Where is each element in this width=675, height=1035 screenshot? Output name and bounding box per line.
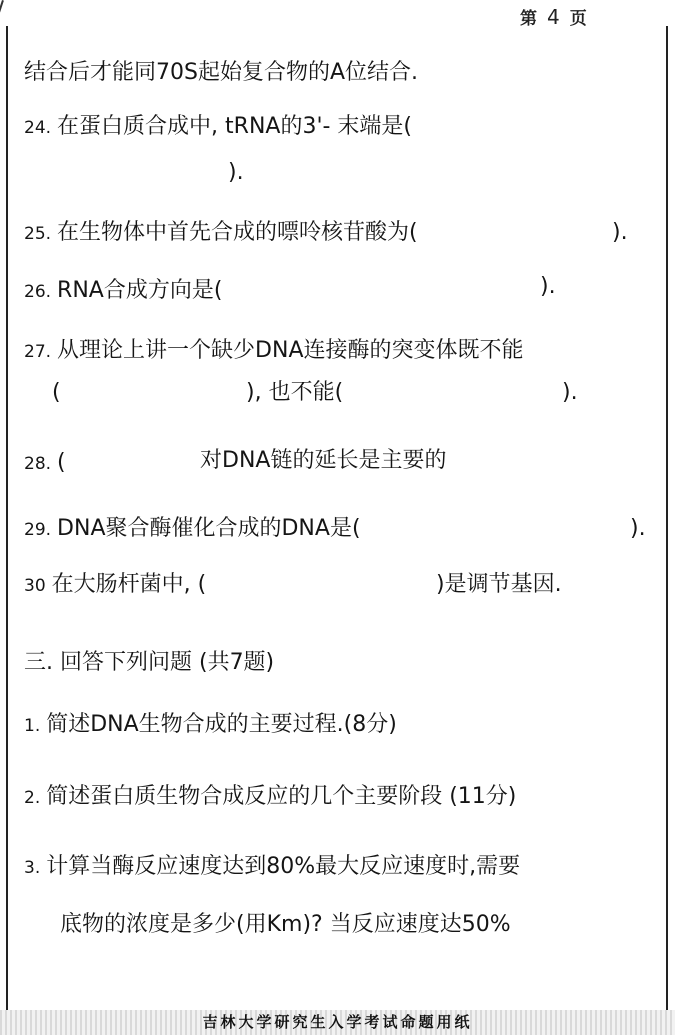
question-24 <box>24 112 660 143</box>
question-number: 25. <box>24 224 52 244</box>
line-text: 结合后才能同70S起始复合物的A位结合. <box>24 60 419 85</box>
question-text: DNA聚合酶催化合成的DNA是( <box>57 516 361 541</box>
question-25 <box>24 218 660 249</box>
question-27 <box>24 336 660 367</box>
page-prefix: 第 <box>520 9 539 29</box>
question-28-text <box>200 446 540 476</box>
blank-mid: ), 也不能( <box>246 380 344 405</box>
footer-title: 吉林大学研究生入学考试命题用纸 <box>202 1013 473 1031</box>
question-text: 从理论上讲一个缺少DNA连接酶的突变体既不能 <box>57 338 524 363</box>
problem-number: 3. <box>24 858 41 878</box>
problem-1 <box>24 710 660 741</box>
blank-open: ( <box>57 450 66 475</box>
problem-text: 底物的浓度是多少(用Km)? 当反应速度达50% <box>60 912 511 937</box>
question-text: 在大肠杆菌中, ( <box>51 572 207 597</box>
blank-open: ( <box>52 380 61 405</box>
question-27-open <box>52 378 82 408</box>
question-24-close <box>228 158 348 188</box>
problem-3 <box>24 852 660 883</box>
corner-mark <box>0 0 4 25</box>
question-number: 29. <box>24 520 52 540</box>
question-number: 26. <box>24 282 52 302</box>
blank-close: ). <box>228 160 244 185</box>
blank-close: )是调节基因. <box>436 572 562 597</box>
question-30-close <box>436 570 636 600</box>
question-number: 27. <box>24 342 52 362</box>
blank-close: ). <box>540 274 556 299</box>
problem-text: 计算当酶反应速度达到80%最大反应速度时,需要 <box>46 854 521 879</box>
problem-number: 1. <box>24 716 41 736</box>
problem-text: 简述DNA生物合成的主要过程.(8分) <box>46 712 397 737</box>
question-27-mid <box>246 378 386 408</box>
question-number: 24. <box>24 118 52 138</box>
question-text: RNA合成方向是( <box>57 278 223 303</box>
blank-close: ). <box>612 220 628 245</box>
problem-3-continued <box>60 910 660 940</box>
question-number: 28. <box>24 454 52 474</box>
problem-number: 2. <box>24 788 41 808</box>
question-29-close <box>630 514 666 544</box>
problem-2 <box>24 782 660 813</box>
page-suffix: 页 <box>569 9 589 29</box>
page-number <box>520 4 660 32</box>
page-digit: 4 <box>547 5 562 29</box>
question-26-close <box>540 272 600 302</box>
section-title: 三. 回答下列问题 (共7题) <box>24 650 275 675</box>
blank-close: ). <box>630 516 646 541</box>
problem-text: 简述蛋白质生物合成反应的几个主要阶段 (11分) <box>46 784 517 809</box>
question-text: 在生物体中首先合成的嘌呤核苷酸为( <box>57 220 418 245</box>
question-text: 对DNA链的延长是主要的 <box>200 448 447 473</box>
frame-right-border <box>666 26 668 1011</box>
question-27-close <box>562 378 622 408</box>
line-continuation <box>24 58 660 88</box>
question-number: 30 <box>24 576 46 596</box>
question-29 <box>24 514 660 545</box>
blank-close: ). <box>562 380 578 405</box>
section-heading <box>24 648 660 678</box>
frame-left-border <box>6 26 8 1011</box>
question-25-close <box>612 218 662 248</box>
question-text: 在蛋白质合成中, tRNA的3'- 末端是( <box>57 114 413 139</box>
